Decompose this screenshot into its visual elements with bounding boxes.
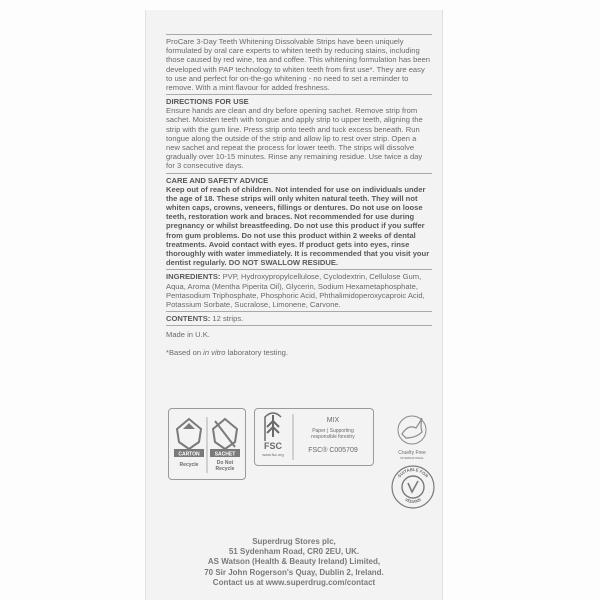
top-rule [166,34,432,35]
carton-recycle-icon [174,419,204,468]
ingredients [166,272,432,309]
directions-heading: DIRECTIONS FOR USE [166,97,249,107]
footnote-italic: in vitro [203,347,226,357]
care-heading: CARE AND SAFETY ADVICE [166,175,269,185]
recycling-panel [168,408,246,480]
divider [166,311,432,312]
product-description: ProCare 3-Day Teeth Whitening Dissolvable Strips have been uniquely formulated by oral care experts to whiten teeth by reducing stains, including those caused by red wine, tea and coffee. This whitening formulation has been developed with PAP technology to whiten teeth from first use*. They are easy to use and perfect for on-the-go whitening - no need to set a reminder to remove. With a mint flavour for added freshness. [166,37,430,93]
carton-label: CARTON [178,451,200,458]
divider [166,325,432,326]
contents-heading: CONTENTS: [166,314,211,324]
fsc-code: FSC® C005709 [308,447,358,454]
fsc-paper-1: Paper | Supporting [312,428,354,434]
fsc-mix: MIX [326,417,340,424]
vegan-top-text: SUITABLE FOR [396,466,430,479]
sachet-no-recycle-icon [210,419,240,472]
company-address [146,537,442,588]
directions-text: Ensure hands are clean and dry before opening sachet. Remove strip from sachet. Moisten teeth with tongue and apply strip to upper teeth, aligning the strip with the gum line. Press strip onto teeth and tuck excess beneath. Run tongue along the outside of the strip and allow lip to rest over strip. Open a new sachet and repeat the process for lower teeth. The strips will dissolve gradually over 10-15 minutes. Rinse any remaining residue. Use twice a day for 3 consecutive days. [166,106,423,171]
made-in: Made in U.K. [166,330,210,340]
ingredients-text: PVP, Hydroxypropylcellulose, Cyclodextrin, Cellulose Gum, Aqua, Aroma (Mentha Piperita Oil), Glycerin, Sodium Hexametaphosphate, Pentasodium Triphosphate, Phosphoric Acid, Phthalimidoperoxycaproic Acid, Potassium Sorbate, Sucralose, Limonene, Carvone. [166,272,425,310]
sachet-action-2: Recycle [215,466,235,472]
contact-line: Contact us at www.superdrug.com/contact [212,577,376,587]
address-line-2: 51 Sydenham Road, CR0 2EU, UK. [228,547,360,557]
packaging-back-panel [146,10,442,600]
vegan-v-icon [408,481,418,492]
cruelty-free-logo [386,410,438,470]
footnote-prefix: *Based on [166,347,204,357]
divider [166,94,432,95]
contents [166,314,432,323]
fsc-logo-text: FSC [264,441,282,451]
vegan-logo [390,464,436,510]
fsc-paper-2: responsible forestry [311,434,355,440]
footnote [166,348,432,357]
contents-text: 12 strips. [212,314,244,324]
address-line-1: Superdrug Stores plc, [252,537,336,546]
leaping-bunny-icon [398,416,426,444]
ingredients-heading: INGREDIENTS: [166,272,221,282]
fsc-website: www.fsc.org [262,452,284,457]
fsc-tree-icon [262,413,284,457]
address-line-3: AS Watson (Health & Beauty Ireland) Limited, [207,557,381,567]
address-line-4: 70 Sir John Rogerson's Quay, Dublin 2, Ireland. [204,567,384,577]
divider [166,173,432,174]
text-panel [166,32,432,357]
care-text: Keep out of reach of children. Not intended for use on individuals under the age of 18. These strips will only whiten natural teeth. They will not whiten caps, crowns, veneers, fillings or dentures. Do not use on loose teeth, restoration work and braces. Not recommended for use during pregnancy or whilst breastfeeding. Do not use this product if you suffer from gum problems. Do not use this product within 2 weeks of dental treatments. Avoid contact with eyes. If product gets into eyes, rinse thoroughly with water immediately. It is recommended that you visit your dentist regularly. DO NOT SWALLOW RESIDUE. [166,184,430,268]
footnote-suffix: laboratory testing. [225,347,289,357]
sachet-action-1: Do Not [216,460,234,466]
cruelty-free-sub: INTERNATIONAL [400,456,424,460]
divider [166,269,432,270]
vegan-bottom-text: VEGANS [404,496,422,505]
carton-action: Recycle [179,462,199,468]
certification-logos [168,408,438,508]
cruelty-free-text: Cruelty Free [398,450,426,456]
sachet-label: SACHET [214,451,236,458]
recycling-icons [169,409,245,479]
fsc-panel [254,408,374,466]
fsc-logo [255,409,373,465]
